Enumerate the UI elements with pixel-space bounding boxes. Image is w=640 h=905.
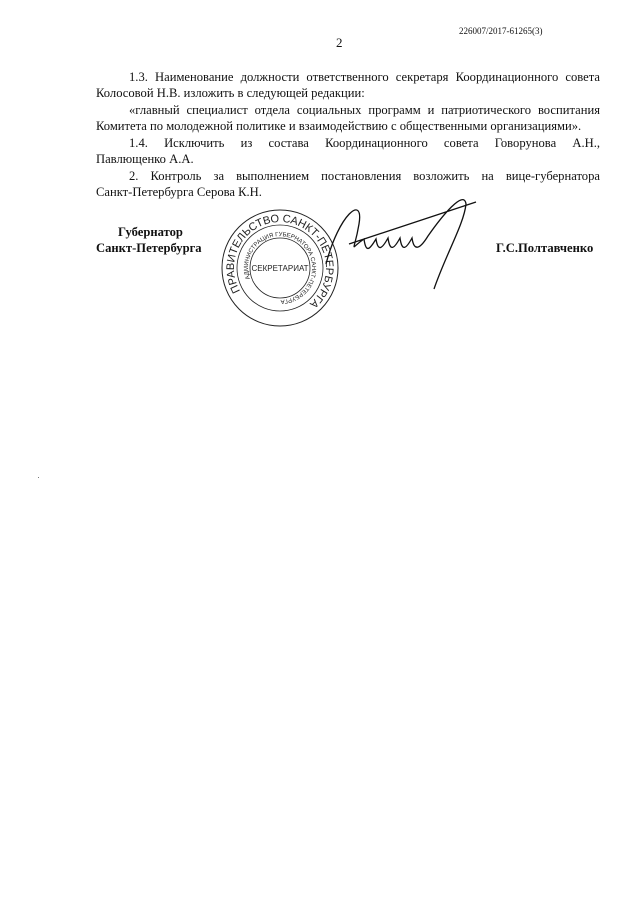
paragraph-1-3-line2: Колосовой Н.В. изложить в следующей редакции:	[96, 86, 365, 100]
stamp-center-text: СЕКРЕТАРИАТ	[251, 264, 309, 273]
paragraph-2-line2: Санкт-Петербурга Серова К.Н.	[96, 185, 262, 199]
signatory-title-line2: Санкт-Петербурга	[96, 241, 202, 255]
signatory-title-line1: Губернатор	[118, 225, 183, 239]
paragraph-2-line1: 2. Контроль за выполнением постановления возложить на вице-губернатора	[129, 169, 600, 183]
signatory-name: Г.С.Полтавченко	[496, 241, 594, 255]
scan-speck	[38, 477, 39, 478]
page-number: 2	[336, 35, 343, 50]
quote-line2: Комитета по молодежной политике и взаимодействию с общественными организациями».	[96, 119, 582, 133]
paragraph-1-4-line1: 1.4. Исключить из состава Координационного совета Говорунова А.Н.,	[129, 136, 600, 150]
document-number: 226007/2017-61265(3)	[459, 26, 543, 36]
stamp-outer-text: ПРАВИТЕЛЬСТВО САНКТ-ПЕТЕРБУРГА	[224, 212, 336, 311]
handwritten-signature	[326, 200, 476, 289]
official-stamp	[214, 194, 484, 334]
quote-line1: «главный специалист отдела социальных программ и патриотического воспитания	[129, 103, 600, 117]
paragraph-1-3-line1: 1.3. Наименование должности ответственного секретаря Координационного совета	[129, 70, 600, 84]
stamp-inner-text: АДМИНИСТРАЦИЯ ГУБЕРНАТОРА САНКТ-ПЕТЕРБУРГА	[243, 232, 317, 305]
paragraph-1-4-line2: Павлющенко А.А.	[96, 152, 194, 166]
